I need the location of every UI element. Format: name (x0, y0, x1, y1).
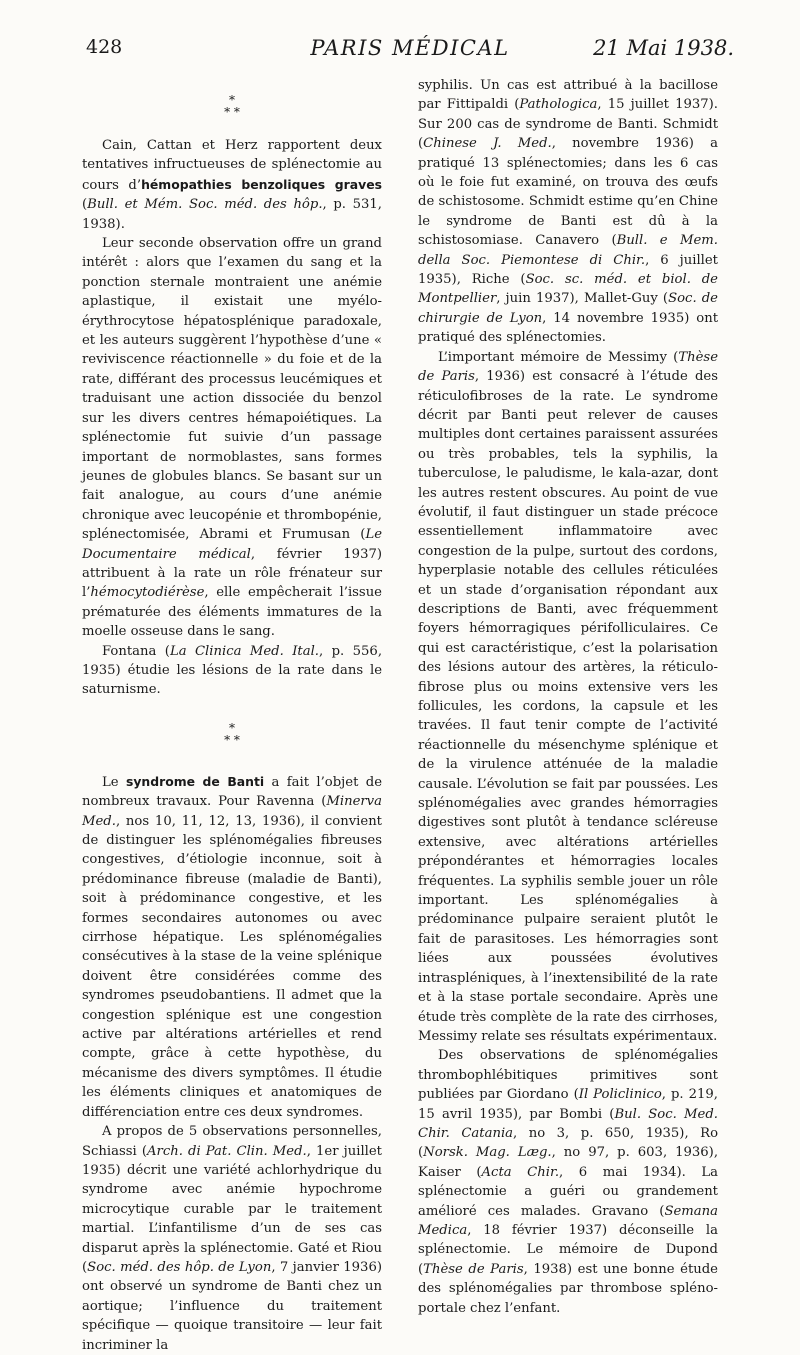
paragraph-messimy: L’important mémoire de Messimy (Thèse de Paris, 1936) est consacré à l’étude des réticulofibroses de la rate. Le syndrome décrit par Banti peut relever de causes multiples dont certaines paraissent assurées ou très probables, tels la syphilis, la tuberculose, le paludisme, le kala-azar, dont les autres restent obscures. Au point de vue évolutif, il faut distinguer un stade précoce essentiellement inflammatoire avec congestion de la pulpe, surtout des cordons, hyperplasie notable des cellules réticulées et un stade d’organisation répondant aux descriptions de Banti, avec fréquemment foyers hémorragiques périfolliculaires. Ce qui est caractéristique, c’est la polarisation des lésions autour des artères, la réticulo-fibrose plus ou moins extensive vers les follicules, les cordons, la capsule et les travées. Il faut tenir compte de l’activité réactionnelle du mésenchyme splénique et de la virulence atténuée de la maladie causale. L’évolution se fait par poussées. Les splénomégalies avec grandes hémorragies digestives sont plutôt à tendance scléreuse extensive, avec altérations artérielles prépondérantes et hémorragies locales fréquentes. La syphilis semble jouer un rôle important. Les splénomégalies à prédominance pulpaire seraient plutôt le fait de parasitoses. Les hémorragies sont liées aux poussées évolutives intraspléniques, à l’inextensibilité de la rate et à la stase portale secondaire. Après une étude très complète de la rate des cirrhoses, Messimy relate ses résultats expérimentaux. (418, 349, 718, 1044)
section-separator (82, 722, 382, 746)
right-column (418, 76, 718, 1318)
paragraph-banti: Le syndrome de Banti a fait l’objet de nombreux travaux. Pour Ravenna (Minerva Med., nos 10, 11, 12, 13, 1936), il convient de distinguer les splénomégalies fibreuses congestives, d’étiologie inconnue, soit à prédominance fibreuse (maladie de Banti), soit à prédominance congestive, et les formes secondaires autonomes ou avec cirrhose hépatique. Les splénomégalies consécutives à la stase de la veine splénique doivent être considérées comme des syndromes pseudobantiens. Il admet que la congestion splénique est une congestion active par altérations artérielles et rend compte, grâce à cette hypothèse, du mécanisme des divers symptômes. Il étudie les éléments cliniques et anatomiques de différenciation entre ces deux syndromes. (82, 773, 383, 1120)
paragraph-observation: Leur seconde observation offre un grand intérêt : alors que l’examen du sang et la ponction sternale montraient une anémie aplastique, il existait une myélo-érythrocytose hépatosplénique paradoxale, et les auteurs suggèrent l’hypothèse d’une « reviviscence réactionnelle » du foie et de la rate, différant des processus leucémiques et traduisant une action dissociée du benzol sur les divers centres hémapoiétiques. La splénectomie fut suivie d’un passage important de normoblastes, sans formes jeunes de globules blancs. Se basant sur un fait analogue, au cours d’une anémie chronique avec leucopénie et thrombopénie, splénectomisée, Abrami et Frumusan (Le Documentaire médical, février 1937) attribuent à la rate un rôle frénateur sur l’hémocytodiérèse, elle empêcherait l’issue prématurée des éléments immatures de la moelle osseuse dans le sang. (82, 236, 382, 640)
left-column (82, 88, 382, 1355)
paragraph-benzol: Cain, Cattan et Herz rapportent deux tentatives infructueuses de splénectomie au cours d’hémopathies benzoliques graves (Bull. et Mém. Soc. méd. des hôp., p. 531, 1938). (82, 138, 382, 232)
journal-title: PARIS MÉDICAL (310, 36, 510, 60)
section-separator (82, 94, 382, 118)
paragraph-syphilis-continued: syphilis. Un cas est attribué à la bacillose par Fittipaldi (Pathologica, 15 juillet 1937). Sur 200 cas de syndrome de Banti. Schmidt (Chinese J. Med., novembre 1936) a pratiqué 13 splénectomies; dans les 6 cas où le foie fut examiné, on trouva des œufs de schistosome. Schmidt estime qu’en Chine le syndrome de Banti est dû à la schistosomiase. Canavero (Bull. e Mem. della Soc. Piemontese di Chir., 6 juillet 1935), Riche (Soc. sc. méd. et biol. de Montpellier, juin 1937), Mallet-Guy (Soc. de chirurgie de Lyon, 14 novembre 1935) ont pratiqué des splénectomies. (418, 78, 719, 346)
separator-star-top: * (229, 720, 235, 735)
separator-stars-bottom: * * (224, 732, 240, 747)
running-header (86, 36, 734, 76)
paragraph-thrombophlebitic: Des observations de splénomégalies thrombophlébitiques primitives sont publiées par Giordano (Il Policlinico, p. 219, 15 avril 1935), par Bombi (Bul. Soc. Med. Chir. Catania, no 3, p. 650, 1935), Ro (Norsk. Mag. Læg., no 97, p. 603, 1936), Kaiser (Acta Chir., 6 mai 1934). La splénectomie a guéri ou grandement amélioré ces malades. Gravano (Semana Medica, 18 février 1937) déconseille la splénectomie. Le mémoire de Dupond (Thèse de Paris, 1938) est une bonne étude des splénomégalies par thrombose spléno-portale chez l’enfant. (418, 1048, 719, 1316)
separator-stars-bottom: * * (224, 105, 240, 119)
paragraph-schiassi: A propos de 5 observations personnelles, Schiassi (Arch. di Pat. Clin. Med., 1er juillet 1935) décrit une variété achlorhydrique du syndrome avec anémie hypochrome microcytique curable par le traitement martial. L’infantilisme d’un de ses cas disparut après la splénectomie. Gaté et Riou (Soc. méd. des hôp. de Lyon, 7 janvier 1936) ont observé un syndrome de Banti chez un aortique; l’influence du traitement spécifique — quoique transitoire — leur fait incriminer la (82, 1124, 382, 1353)
separator-star-top: * (229, 93, 235, 107)
issue-date: 21 Mai 1938. (593, 36, 734, 60)
page-number: 428 (86, 36, 123, 58)
paragraph-fontana: Fontana (La Clinica Med. Ital., p. 556, 1935) étudie les lésions de la rate dans le saturnisme. (82, 643, 383, 698)
